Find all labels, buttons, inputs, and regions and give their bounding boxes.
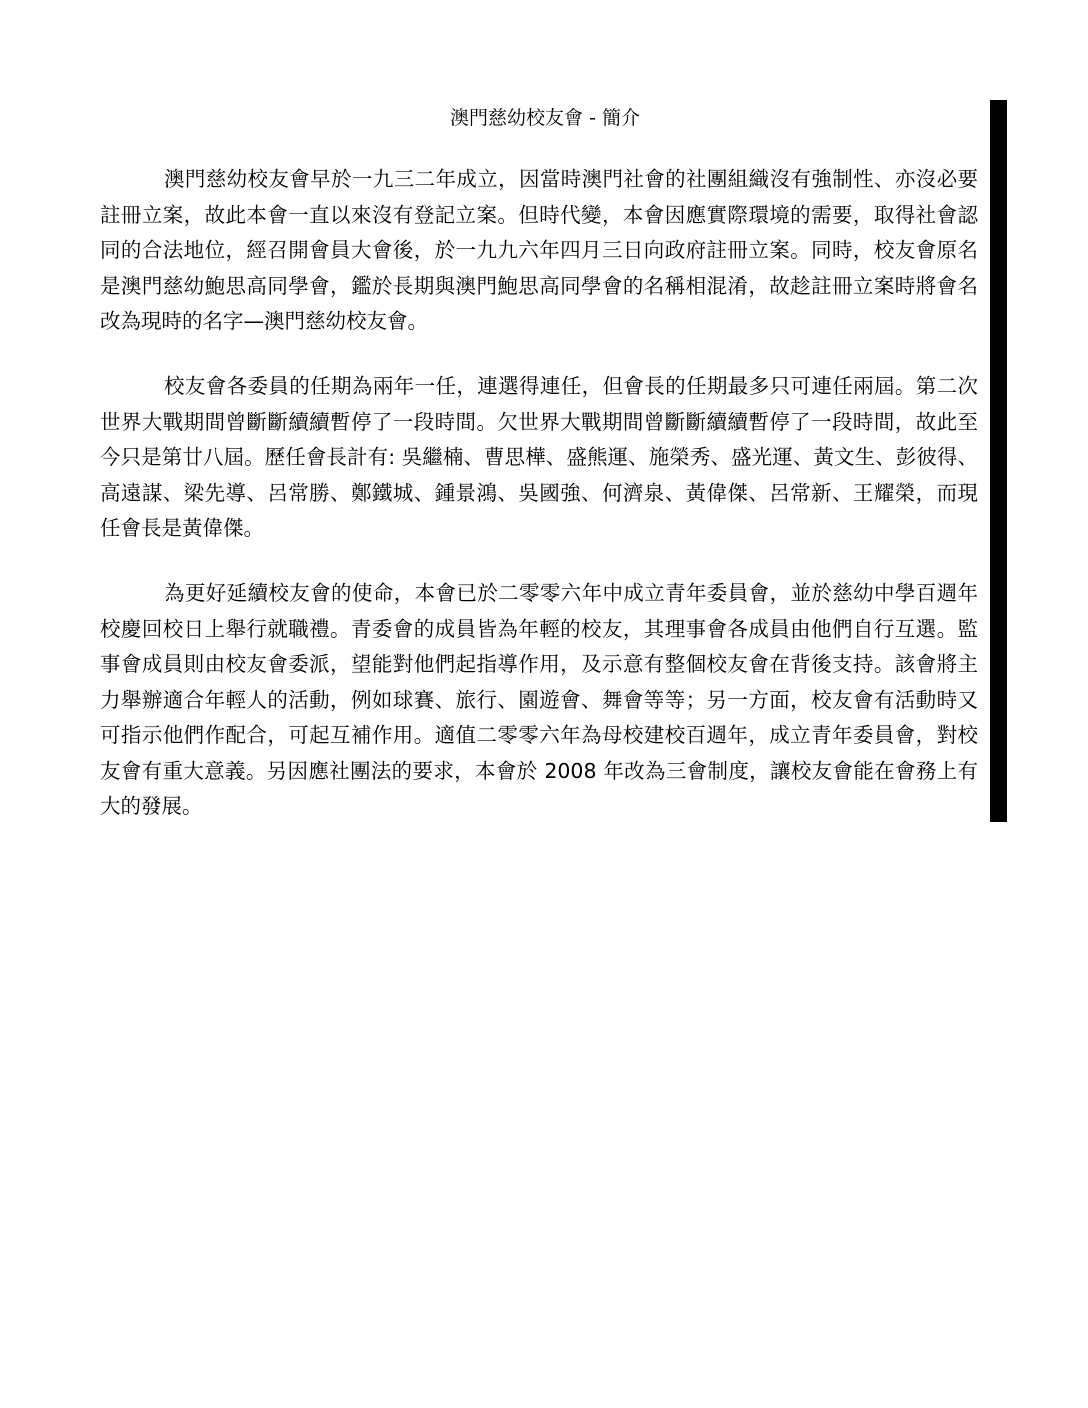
paragraph-history: 澳門慈幼校友會早於一九三二年成立，因當時澳門社會的社團組織沒有強制性、亦沒必要註冊立案，故此本會一直以來沒有登記立案。但時代變，本會因應實際環境的需要，取得社會認同的合法地位，經召開會員大會後，於一九九六年四月三日向政府註冊立案。同時，校友會原名是澳門慈幼鮑思高同學會，鑑於長期與澳門鮑思高同學會的名稱相混淆，故趁註冊立案時將會名改為現時的名字—澳門慈幼校友會。	[100, 167, 978, 333]
document-title: 澳門慈幼校友會 - 簡介	[450, 107, 640, 129]
paragraph-youth-committee: 為更好延續校友會的使命，本會已於二零零六年中成立青年委員會，並於慈幼中學百週年校慶回校日上舉行就職禮。青委會的成員皆為年輕的校友，其理事會各成員由他們自行互選。監事會成員則由校友會委派，望能對他們起指導作用，及示意有整個校友會在背後支持。該會將主力舉辦適合年輕人的活動，例如球賽、旅行、園遊會、舞會等等；另一方面，校友會有活動時又可指示他們作配合，可起互補作用。適值二零零六年為母校建校百週年，成立青年委員會，對校友會有重大意義。另因應社團法的要求，本會於 2008 年改為三會制度，讓校友會能在會務上有大的發展。	[100, 581, 978, 818]
margin-bar	[990, 100, 1007, 822]
paragraph-presidents: 校友會各委員的任期為兩年一任，連選得連任，但會長的任期最多只可連任兩屆。第二次世界大戰期間曾斷斷續續暫停了一段時間。欠世界大戰期間曾斷斷續續暫停了一段時間，故此至今只是第廿八屆。歷任會長計有: 吳繼楠、曹思樺、盛熊運、施榮秀、盛光運、黃文生、彭彼得、高遠謀、梁先導、呂常勝、鄭鐵城、鍾景鴻、吳國強、何濟泉、黃偉傑、呂常新、王耀榮，而現任會長是黃偉傑。	[100, 374, 978, 540]
